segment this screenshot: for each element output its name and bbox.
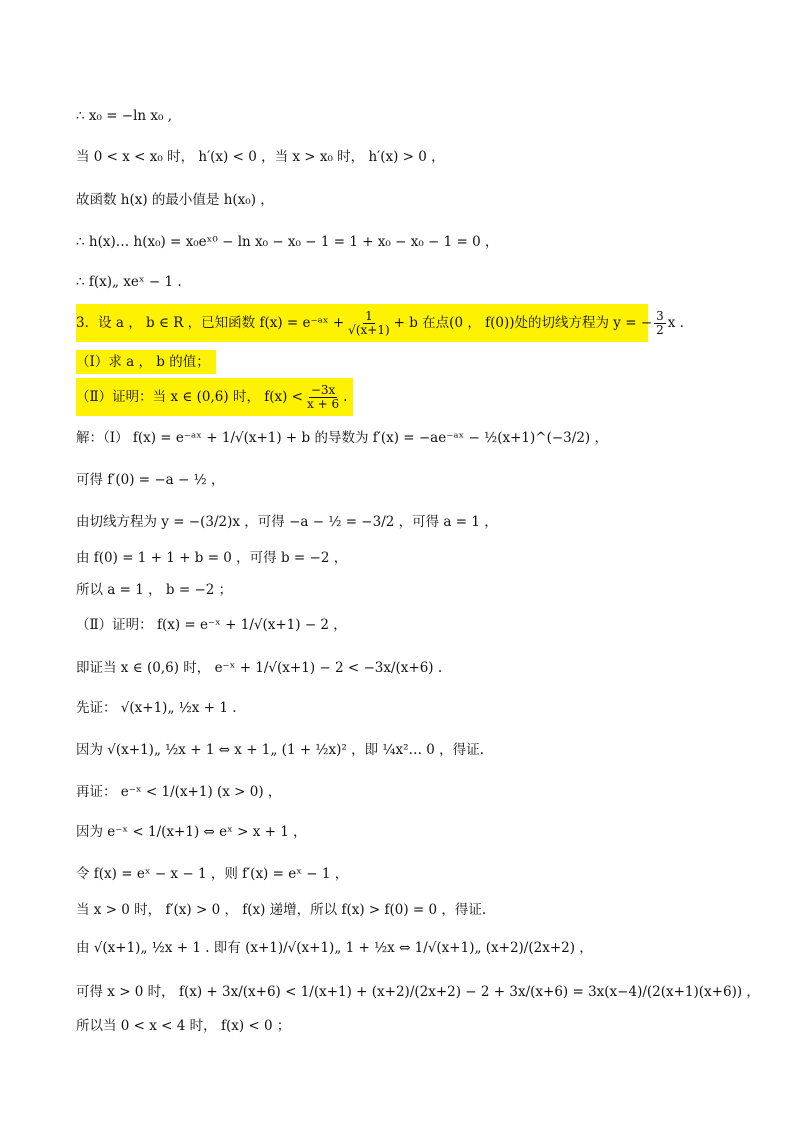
line-text: ∴ f(x)„ xeˣ − 1 . xyxy=(76,274,182,290)
line-text: 由 f(0) = 1 + 1 + b = 0 ，可得 b = −2 ， xyxy=(76,550,348,566)
stem-post: + b 在点(0 ， f(0))处的切线方程为 y = − xyxy=(393,315,653,331)
text-line-4 xyxy=(76,232,499,252)
text-line-5 xyxy=(76,272,182,292)
stem-fraction-num: 1 xyxy=(365,308,373,323)
part-2-pre: （Ⅱ）证明：当 x ∈ (0,6) 时， f(x) < xyxy=(76,389,303,405)
line-text: 由切线方程为 y = −(3/2)x ，可得 −a − ½ = −3/2 ，可得 a = 1 ， xyxy=(76,514,498,530)
stem-fraction-den: √(x+1) xyxy=(348,322,390,337)
text-line-2 xyxy=(76,147,445,167)
stem-fraction-2-den: 2 xyxy=(656,322,664,337)
text-line-1 xyxy=(76,106,172,126)
solution-line-2 xyxy=(76,470,225,490)
stem-fraction-2 xyxy=(654,310,666,337)
part-2-fraction-den: x + 6 xyxy=(307,396,340,411)
stem-end: x . xyxy=(667,315,684,331)
solution-line-7 xyxy=(76,658,442,678)
solution-line-12 xyxy=(76,864,348,884)
problem-part-2 xyxy=(76,380,353,414)
line-text: 故函数 h(x) 的最小值是 h(x₀) ， xyxy=(76,192,274,208)
solution-line-9 xyxy=(76,740,484,760)
solution-line-16 xyxy=(76,1016,290,1036)
line-text: 所以当 0 < x < 4 时， f(x) < 0 ； xyxy=(76,1018,291,1034)
line-text: 即证当 x ∈ (0,6) 时， e⁻ˣ + 1/√(x+1) − 2 < −3x/(x+6) . xyxy=(76,660,443,676)
line-text: 可得 f′(0) = −a − ½ ， xyxy=(76,472,225,488)
stem-fraction-2-num: 3 xyxy=(656,308,664,323)
solution-line-5 xyxy=(76,580,232,600)
problem-part-1 xyxy=(76,350,216,374)
solution-line-15 xyxy=(76,982,760,1002)
solution-line-8 xyxy=(76,698,237,718)
line-text: 因为 e⁻ˣ < 1/(x+1) ⇔ eˣ > x + 1 ， xyxy=(76,824,307,840)
part-2-highlight xyxy=(76,378,353,416)
line-text: （Ⅱ）证明： f(x) = e⁻ˣ + 1/√(x+1) − 2 ， xyxy=(76,617,347,633)
part-1-text: （Ⅰ）求 a ， b 的值； xyxy=(76,350,216,374)
solution-line-3 xyxy=(76,512,498,532)
part-2-fraction-num: −3x xyxy=(310,382,336,397)
line-text: 再证： e⁻ˣ < 1/(x+1) (x > 0) ， xyxy=(76,784,282,800)
solution-line-4 xyxy=(76,548,347,568)
line-text: 先证： √(x+1)„ ½x + 1 . xyxy=(76,700,237,716)
part-2-end: . xyxy=(343,389,348,405)
solution-line-11 xyxy=(76,822,307,842)
part-2-fraction xyxy=(305,384,341,411)
line-text: ∴ x₀ = −ln x₀ , xyxy=(76,108,173,124)
line-text: 令 f(x) = eˣ − x − 1 ，则 f′(x) = eˣ − 1 ， xyxy=(76,866,349,882)
solution-line-1 xyxy=(76,428,608,448)
line-text: 所以 a = 1 ， b = −2 ； xyxy=(76,582,233,598)
line-text: 因为 √(x+1)„ ½x + 1 ⇔ x + 1„ (1 + ½x)² ，即 ¼x²… 0 ，得证. xyxy=(76,742,484,758)
line-text: 当 0 < x < x₀ 时， h′(x) < 0 ，当 x > x₀ 时， h′(x) > 0 ， xyxy=(76,149,445,165)
solution-line-13 xyxy=(76,900,486,920)
stem-pre: 3．设 a ， b ∈ R ，已知函数 f(x) = e⁻ᵃˣ + xyxy=(76,315,345,331)
problem-stem xyxy=(76,306,684,340)
stem-fraction xyxy=(346,310,391,337)
solution-line-6 xyxy=(76,615,347,635)
solution-line-10 xyxy=(76,782,281,802)
problem-stem-highlight xyxy=(76,304,684,342)
line-text: 可得 x > 0 时， f(x) + 3x/(x+6) < 1/(x+1) + (x+2)/(2x+2) − 2 + 3x/(x+6) = 3x(x−4)/(2(x+1)(x+6)) ， xyxy=(76,984,760,1000)
text-line-3 xyxy=(76,190,274,210)
line-text: ∴ h(x)… h(x₀) = x₀eˣ⁰ − ln x₀ − x₀ − 1 = 1 + x₀ − x₀ − 1 = 0 ， xyxy=(76,234,499,250)
line-text: 解：（Ⅰ） f(x) = e⁻ᵃˣ + 1/√(x+1) + b 的导数为 f′(x) = −ae⁻ᵃˣ − ½(x+1)^(−3/2) ， xyxy=(76,430,608,446)
line-text: 由 √(x+1)„ ½x + 1 . 即有 (x+1)/√(x+1)„ 1 + ½x ⇔ 1/√(x+1)„ (x+2)/(2x+2) ， xyxy=(76,940,593,956)
line-text: 当 x > 0 时， f′(x) > 0 ， f(x) 递增，所以 f(x) > f(0) = 0 ，得证. xyxy=(76,902,487,918)
solution-line-14 xyxy=(76,938,593,958)
